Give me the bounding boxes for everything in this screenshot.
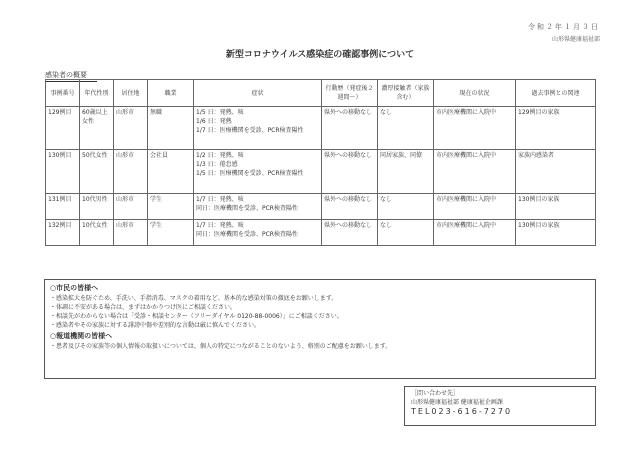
header-job: 職業 xyxy=(148,80,194,107)
cell-symptoms: 1/7 日：発熱、咳 同日：医療機関を受診、PCR検査陽性 xyxy=(194,194,322,220)
case-table xyxy=(45,79,596,246)
citizens-notice-line: ・感染拡大を防ぐため、手洗い、手指消毒、マスクの着用など、基本的な感染対策の徹底をお願いします。 xyxy=(50,295,338,302)
header-symptoms: 症状 xyxy=(194,80,322,107)
cell-contacts: 同居家族、同僚 xyxy=(378,150,434,194)
header-id: 事例番号 xyxy=(46,80,80,107)
citizens-notice-line: ・体調に不安がある場合は、まずはかかりつけ医にご相談ください。 xyxy=(50,304,237,311)
table-row xyxy=(46,150,596,194)
cell-symptoms: 1/5 日：発熱、咳 1/6 日：発熱 1/7 日：医療機関を受診、PCR検査陽性 xyxy=(194,107,322,150)
cell-age-sex: 50代女性 xyxy=(80,150,114,194)
cell-contacts: なし xyxy=(378,220,434,246)
table-header-row xyxy=(46,80,596,107)
cell-id: 132例目 xyxy=(46,220,80,246)
cell-id: 130例目 xyxy=(46,150,80,194)
cell-residence: 山形市 xyxy=(114,194,148,220)
header-residence: 居住地 xyxy=(114,80,148,107)
cell-activity: 県外への移動なし xyxy=(322,194,378,220)
notice-box xyxy=(44,279,596,379)
cell-residence: 山形市 xyxy=(114,220,148,246)
header-status: 現在の状況 xyxy=(434,80,516,107)
cell-contacts: なし xyxy=(378,194,434,220)
cell-activity: 県外への移動なし xyxy=(322,107,378,150)
cell-symptoms: 1/2 日：発熱、咳 1/3 日：倦怠感 1/5 日：医療機関を受診、PCR検査陽性 xyxy=(194,150,322,194)
cell-residence: 山形市 xyxy=(114,107,148,150)
cell-relation: 家族内感染者 xyxy=(516,150,596,194)
cell-contacts: なし xyxy=(378,107,434,150)
contact-phone: TEL023-616-7270 xyxy=(411,407,513,416)
cell-activity: 県外への移動なし xyxy=(322,220,378,246)
table-row xyxy=(46,220,596,246)
media-notice-line: ・患者及びその家族等の個人情報の取扱いについては、個人の特定につながることのないよう、格別のご配慮をお願いします。 xyxy=(50,343,392,350)
citizens-notice-line: ・相談先がわからない場合は「受診・相談センター（フリーダイヤル 0120-88-0006）」にご相談ください。 xyxy=(50,313,343,320)
cell-status: 市内医療機関に入院中 xyxy=(434,220,516,246)
section-label: 感染者の概要 xyxy=(45,70,97,82)
cell-relation: 129例目の家族 xyxy=(516,107,596,150)
cell-relation: 130例目の家族 xyxy=(516,194,596,220)
cell-status: 市内医療機関に入院中 xyxy=(434,107,516,150)
contact-department: 山形県健康福祉部 健康福祉企画課 xyxy=(411,399,503,406)
cell-relation: 130例目の家族 xyxy=(516,220,596,246)
cell-id: 129例目 xyxy=(46,107,80,150)
cell-job: 会社員 xyxy=(148,150,194,194)
document-title: 新型コロナウイルス感染症の確認事例について xyxy=(225,50,415,60)
header-contacts: 濃厚接触者（家族含む） xyxy=(378,80,434,107)
header-relation: 過去事例との関連 xyxy=(516,80,596,107)
cell-age-sex: 10代男性 xyxy=(80,194,114,220)
citizens-notice-title: ○市民の皆様へ xyxy=(50,284,99,292)
media-notice-title: ○報道機関の皆様へ xyxy=(50,332,113,340)
cell-job: 学生 xyxy=(148,194,194,220)
cell-residence: 山形市 xyxy=(114,150,148,194)
table-row xyxy=(46,194,596,220)
issuing-department: 山形県健康福祉部 xyxy=(551,36,600,43)
header-activity: 行動歴（発症後２週間～） xyxy=(322,80,378,107)
cell-age-sex: 60歳以上女性 xyxy=(80,107,114,150)
cell-job: 無職 xyxy=(148,107,194,150)
contact-label: ［問い合わせ先］ xyxy=(411,390,460,397)
contact-box xyxy=(404,386,596,426)
table-row xyxy=(46,107,596,150)
document-date: 令和２年１月３日 xyxy=(528,23,600,31)
header-age-sex: 年代性別 xyxy=(80,80,114,107)
cell-id: 131例目 xyxy=(46,194,80,220)
citizens-notice-line: ・感染者やその家族に対する誹謗中傷や差別的な言動は厳に慎んでください。 xyxy=(50,322,261,329)
cell-activity: 県外への移動なし xyxy=(322,150,378,194)
cell-age-sex: 10代女性 xyxy=(80,220,114,246)
cell-status: 市内医療機関に入院中 xyxy=(434,150,516,194)
cell-job: 学生 xyxy=(148,220,194,246)
cell-symptoms: 1/7 日：発熱、咳 同日：医療機関を受診、PCR検査陽性 xyxy=(194,220,322,246)
cell-status: 市内医療機関に入院中 xyxy=(434,194,516,220)
